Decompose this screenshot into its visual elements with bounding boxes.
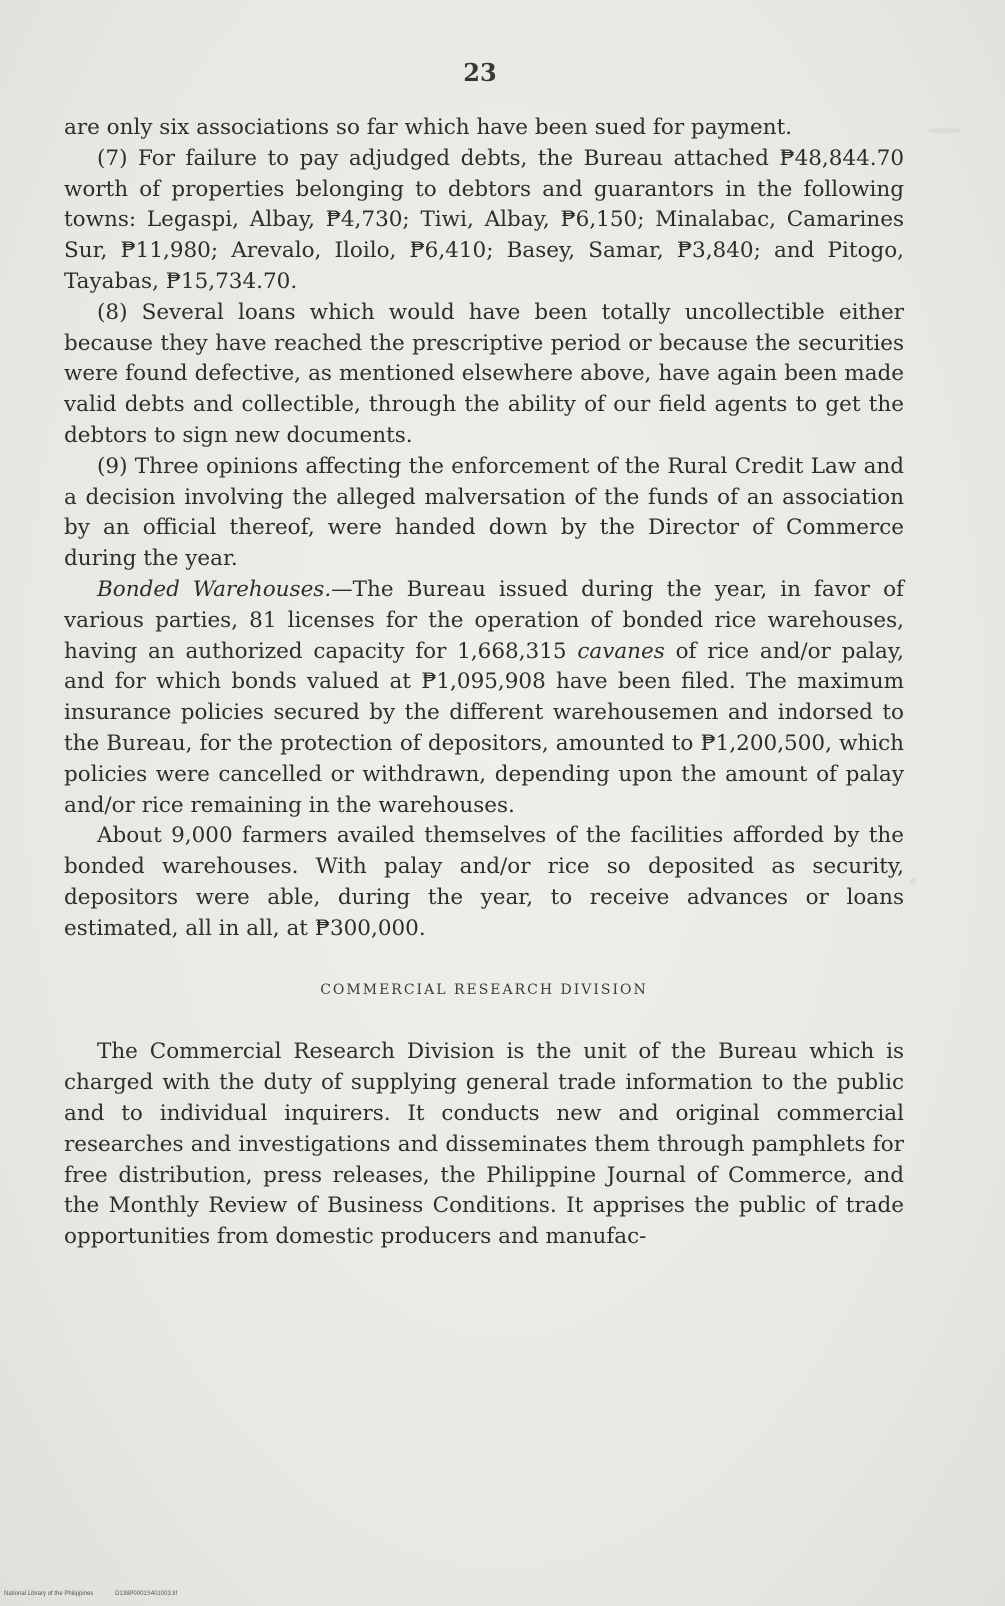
paragraph-continuation: are only six associations so far which have been sued for payment. (64, 115, 793, 140)
run-in-heading: Bonded Warehouses. (97, 576, 332, 602)
scan-footer (4, 1591, 197, 1597)
footer-file-id: D138P0001S401003.tif (115, 1591, 178, 1597)
paper-smudge (928, 128, 962, 133)
paper-smudge (910, 878, 916, 884)
footer-source: National Library of the Philippines (4, 1591, 94, 1597)
paragraph-commercial-research: The Commercial Research Division is the unit of the Bureau which is charged with the duty of supplying general trade information to the public and to individual inquirers. It conducts new and original commercial researches and investigations and disseminates them through pamphlets for free distribution, press releases, the Philippine Journal of Commerce, and the Monthly Review of Business Conditions. It apprises the public of trade opportunities from domestic producers and manufac- (64, 1039, 904, 1250)
paragraph-bonded-warehouses (64, 575, 904, 821)
paragraph-item-7: (7) For failure to pay adjudged debts, the Bureau attached ₱48,844.70 worth of properties belonging to debtors and guarantors in the following towns: Legaspi, Albay, ₱4,730; Tiwi, Albay, ₱6,150; Minalabac, Camarines Sur, ₱11,980; Arevalo, Iloilo, ₱6,410; Basey, Samar, ₱3,840; and Pitogo, Tayabas, ₱15,734.70. (64, 145, 904, 294)
paragraph-text: —The Bureau issued during the year, in favor of various parties, 81 licenses for the operation of bonded rice warehouses, having an authorized capacity for 1,668,315 (64, 576, 904, 664)
paragraph-item-8: (8) Several loans which would have been totally uncollectible either because they have reached the prescriptive period or because the securities were found defective, as mentioned elsewhere above, have again been made valid debts and collectible, through the ability of our field agents to get the debtors to sign new documents. (64, 299, 904, 448)
page-number: 23 (463, 58, 497, 87)
paragraph-farmers: About 9,000 farmers availed themselves of the facilities afforded by the bonded warehouses. With palay and/or rice so deposited as security, depositors were able, during the year, to receive advances or loans estimated, all in all, at ₱300,000. (64, 823, 904, 941)
paragraph-text: of rice and/or palay, and for which bonds valued at ₱1,095,908 have been filed. The maximum insurance policies secured by the different warehousemen and indorsed to the Bureau, for the protection of depositors, amounted to ₱1,200,500, which policies were cancelled or withdrawn, depending upon the amount of palay and/or rice remaining in the warehouses. (64, 638, 904, 818)
paragraph-item-9: (9) Three opinions affecting the enforcement of the Rural Credit Law and a decision involving the alleged malversation of the funds of an association by an official thereof, were handed down by the Director of Commerce during the year. (64, 453, 904, 572)
section-heading: COMMERCIAL RESEARCH DIVISION (320, 981, 648, 998)
italic-term: cavanes (577, 638, 665, 664)
body-text (64, 113, 904, 1253)
